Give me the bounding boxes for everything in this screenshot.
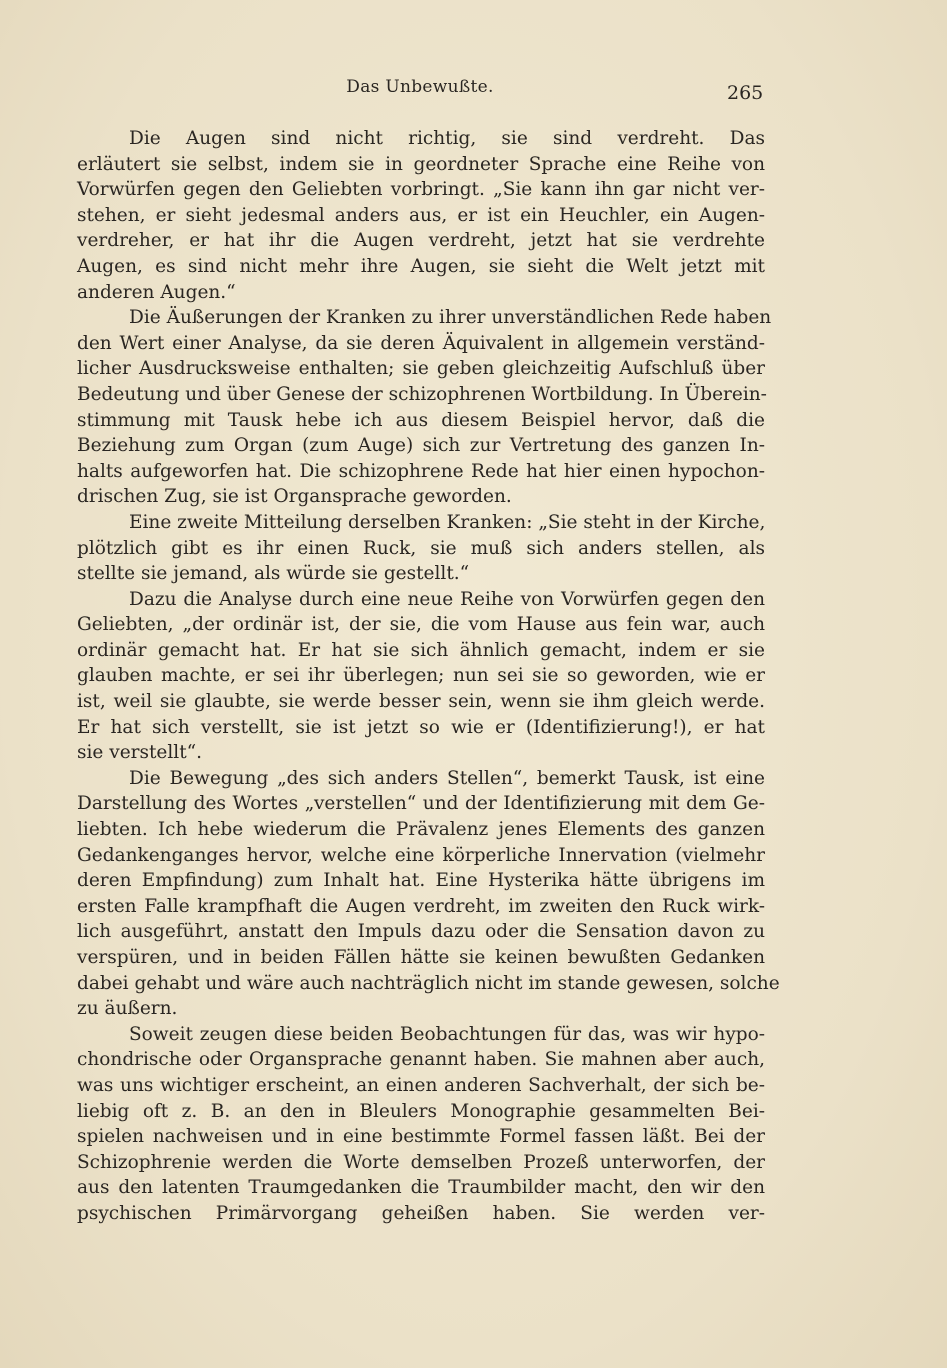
text-line: was uns wichtiger erscheint, an einen anderen Sachverhalt, der sich be- (77, 1074, 765, 1096)
text-line: zu äußern. (77, 998, 178, 1020)
text-line: aus den latenten Traumgedanken die Traumbilder macht, den wir den (77, 1177, 765, 1199)
text-line: Vorwürfen gegen den Geliebten vorbringt. „Sie kann ihn gar nicht ver- (77, 179, 765, 201)
text-line: deren Empfindung) zum Inhalt hat. Eine Hysterika hätte übrigens im (77, 870, 765, 892)
text-line: liebten. Ich hebe wiederum die Prävalenz jenes Elements des ganzen (77, 819, 765, 841)
text-line: verdreher, er hat ihr die Augen verdreht, jetzt hat sie verdrehte (77, 230, 765, 252)
text-line: Die Bewegung „des sich anders Stellen“, bemerkt Tausk, ist eine (129, 767, 765, 789)
text-line: anderen Augen.“ (77, 281, 236, 303)
text-line: plötzlich gibt es ihr einen Ruck, sie muß sich anders stellen, als (77, 537, 765, 559)
text-line: licher Ausdrucksweise enthalten; sie geben gleichzeitig Aufschluß über (77, 358, 765, 380)
text-line: verspüren, und in beiden Fällen hätte sie keinen bewußten Gedanken (77, 947, 765, 968)
text-line: Die Äußerungen der Kranken zu ihrer unverständlichen Rede haben (129, 307, 772, 329)
text-line: Gedankenganges hervor, welche eine körperliche Innervation (vielmehr (77, 844, 765, 866)
text-line: Beziehung zum Organ (zum Auge) sich zur Vertretung des ganzen In- (77, 435, 765, 457)
text-line: Die Augen sind nicht richtig, sie sind verdreht. Das (129, 128, 765, 149)
text-line: den Wert einer Analyse, da sie deren Äquivalent in allgemein verständ- (77, 332, 765, 354)
text-line: stellte sie jemand, als würde sie gestellt.“ (77, 563, 470, 585)
text-line: ordinär gemacht hat. Er hat sie sich ähnlich gemacht, indem er sie (77, 639, 765, 661)
text-line: ist, weil sie glaubte, sie werde besser sein, wenn sie ihm gleich werde. (77, 691, 765, 713)
text-line: chondrische oder Organsprache genannt haben. Sie mahnen aber auch, (77, 1049, 765, 1071)
text-line: Darstellung des Wortes „verstellen“ und der Identifizierung mit dem Ge- (77, 793, 765, 815)
text-line: dabei gehabt und wäre auch nachträglich nicht im stande gewesen, solche (77, 972, 780, 994)
text-line: Er hat sich verstellt, sie ist jetzt so wie er (Identifizierung!), er hat (77, 716, 765, 738)
text-line: halts aufgeworfen hat. Die schizophrene Rede hat hier einen hypochon- (77, 460, 765, 482)
text-line: erläutert sie selbst, indem sie in geordneter Sprache eine Reihe von (77, 153, 765, 175)
text-line: Schizophrenie werden die Worte demselben Prozeß unterworfen, der (77, 1151, 765, 1173)
text-line: ersten Falle krampfhaft die Augen verdreht, im zweiten den Ruck wirk- (77, 895, 765, 917)
text-line: Eine zweite Mitteilung derselben Kranken: „Sie steht in der Kirche, (129, 511, 766, 533)
text-line: stehen, er sieht jedesmal anders aus, er ist ein Heuchler, ein Augen- (77, 204, 765, 226)
text-line: glauben machte, er sei ihr überlegen; nun sei sie so geworden, wie er (77, 665, 765, 687)
text-line: sie verstellt“. (77, 742, 202, 764)
text-line: Augen, es sind nicht mehr ihre Augen, sie sieht die Welt jetzt mit (77, 255, 765, 277)
text-line: liebig oft z. B. an den in Bleulers Monographie gesammelten Bei- (77, 1100, 765, 1122)
body-text (77, 126, 780, 1227)
page-number: 265 (727, 82, 764, 104)
text-line: psychischen Primärvorgang geheißen haben. Sie werden ver- (77, 1202, 765, 1224)
text-line: drischen Zug, sie ist Organsprache geworden. (77, 486, 512, 508)
text-line: Soweit zeugen diese beiden Beobachtungen für das, was wir hypo- (129, 1023, 765, 1045)
text-line: Bedeutung und über Genese der schizophrenen Wortbildung. In Überein- (77, 383, 767, 405)
text-line: Dazu die Analyse durch eine neue Reihe von Vorwürfen gegen den (129, 588, 765, 610)
text-line: spielen nachweisen und in eine bestimmte Formel fassen läßt. Bei der (77, 1126, 765, 1148)
text-line: stimmung mit Tausk hebe ich aus diesem Beispiel hervor, daß die (77, 409, 765, 431)
text-line: lich ausgeführt, anstatt den Impuls dazu oder die Sensation davon zu (77, 921, 765, 943)
running-header-title: Das Unbewußte. (346, 77, 494, 97)
text-line: Geliebten, „der ordinär ist, der sie, die vom Hause aus fein war, auch (77, 614, 765, 636)
